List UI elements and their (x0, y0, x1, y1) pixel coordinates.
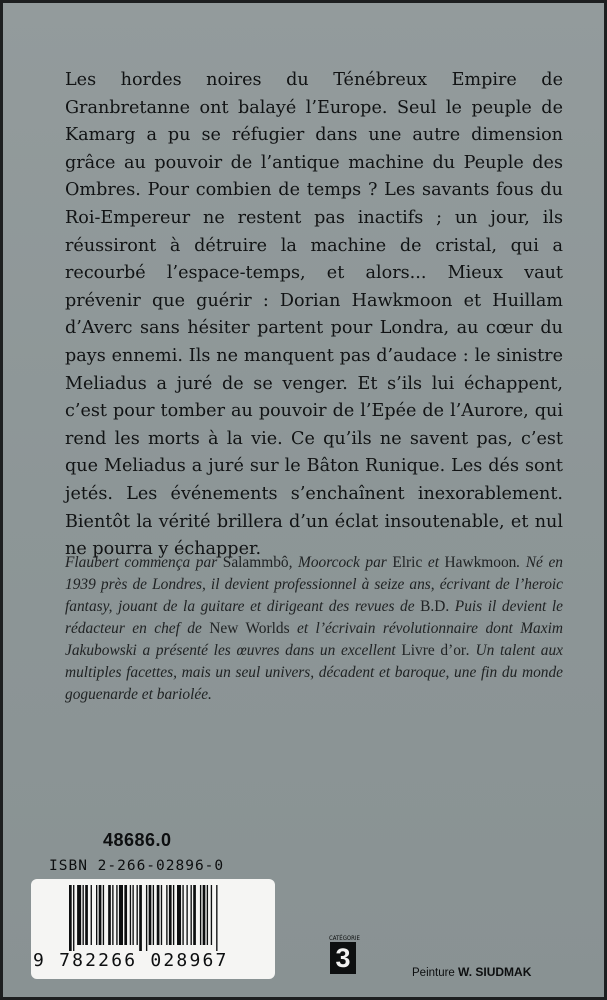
bio-text-6: et l’écrivain révolutionnaire dont Maxim Jakubowski a présenté les œuvres dans un excellent (65, 620, 563, 659)
bio-title-new-worlds: New Worlds (209, 620, 290, 637)
bio-text-2: , Moorcock par (288, 554, 393, 571)
barcode (31, 879, 275, 979)
bio-title-salammbo: Salammbô (222, 554, 289, 571)
author-bio (65, 552, 563, 706)
bio-text-7: . Un talent aux multiples facettes, mais un seul univers, décadent et baroque, une fin du monde goguenarde et bariolée. (65, 642, 563, 703)
barcode-bars-icon (67, 885, 267, 951)
category-badge (329, 935, 360, 974)
credit-artist: W. SIUDMAK (458, 965, 532, 979)
bio-text-4: . Né en 1939 près de Londres, il devient professionnel à seize ans, écrivant de l’heroic fantasy, jouant de la guitare et dirigeant des revues de (65, 554, 563, 615)
bio-title-bd: B.D. (420, 598, 450, 615)
barcode-digits: 9 782266 028967 (33, 950, 229, 971)
product-code: 48686.0 (103, 830, 172, 850)
credit-prefix: Peinture (412, 967, 455, 979)
category-label: CATÉGORIE (329, 935, 360, 942)
bio-title-hawkmoon: Hawkmoon (444, 554, 517, 571)
bio-title-livre-dor: Livre d’or (401, 642, 467, 659)
blurb-text: Les hordes noires du Ténébreux Empire de Granbretanne ont balayé l’Europe. Seul le peuple de Kamarg a pu se réfugier dans une autre dimension grâce au pouvoir de l’antique machine du Peuple des Ombres. Pour combien de temps ? Les savants fous du Roi-Empereur ne restent pas inactifs ; un jour, ils réussiront à détruire la machine de cristal, qui a recourbé l’espace-temps, et alors... Mieux vaut prévenir que guérir : Dorian Hawkmoon et Huillam d’Averc sans hésiter partent pour Londra, au cœur du pays ennemi. Ils ne manquent pas d’audace : le sinistre Meliadus a juré de se venger. Et s’ils lui échappent, c’est pour tomber au pouvoir de l’Epée de l’Aurore, qui rend les morts à la vie. Ce qu’ils ne savent pas, c’est que Meliadus a juré sur le Bâton Runique. Les dés sont jetés. Les événements s’enchaînent inexorablement. Bientôt la vérité brillera d’un éclat insoutenable, et nul ne pourra y échapper. (65, 70, 563, 560)
bio-text-5: Puis il devient le rédacteur en chef de (65, 598, 563, 637)
bio-title-elric: Elric (392, 554, 423, 571)
category-number: 3 (330, 942, 356, 974)
cover-credit (412, 965, 531, 979)
isbn-number: ISBN 2-266-02896-0 (49, 858, 225, 874)
bio-text-3: et (422, 554, 445, 571)
bio-text-1: Flaubert commença par (65, 554, 223, 571)
